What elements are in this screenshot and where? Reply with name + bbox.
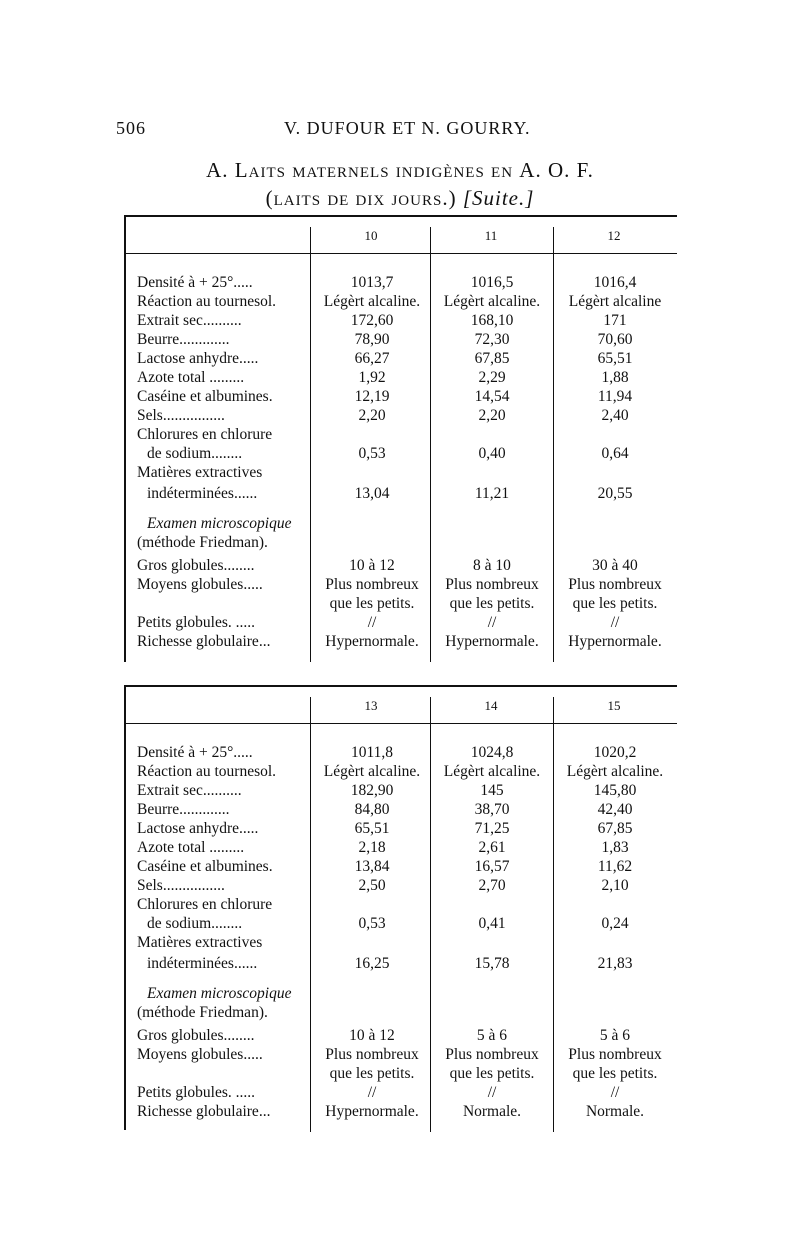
cell: 38,70 <box>474 801 510 818</box>
column-header: 14 <box>484 698 498 713</box>
running-head <box>116 118 676 144</box>
cell: Hypernormale. <box>568 633 662 650</box>
cell: 71,25 <box>474 820 510 837</box>
cell: 145,80 <box>593 782 637 799</box>
cell: 72,30 <box>474 331 510 348</box>
column-header: 11 <box>484 228 498 243</box>
row-label: Petits globules. ..... <box>137 1084 255 1101</box>
table-row <box>137 311 677 330</box>
cell: // <box>487 1084 497 1101</box>
cell: 2,29 <box>478 369 506 386</box>
cell: 171 <box>603 312 627 329</box>
cell: 1024,8 <box>470 744 514 761</box>
table-row <box>137 406 677 425</box>
cell: 42,40 <box>597 801 633 818</box>
cell: 1011,8 <box>350 744 394 761</box>
cell: 11,62 <box>597 858 633 875</box>
row-label: (méthode Friedman). <box>137 534 268 551</box>
cell: 2,40 <box>601 407 629 424</box>
row-label: Richesse globulaire... <box>137 633 271 650</box>
cell: 78,90 <box>354 331 390 348</box>
cell: Légèrt alcaline. <box>323 293 421 310</box>
row-label: indéterminées...... <box>147 485 258 502</box>
cell: 20,55 <box>597 485 633 502</box>
cell: 8 à 10 <box>473 557 511 574</box>
table-row <box>137 444 677 463</box>
authors: V. DUFOUR ET N. GOURRY. <box>284 118 531 138</box>
cell: que les petits. <box>449 595 535 612</box>
table-row <box>137 556 677 575</box>
row-label: Caséine et albumines. <box>137 388 273 405</box>
cell: Légèrt alcaline. <box>443 293 541 310</box>
cell: 13,84 <box>354 858 390 875</box>
cell: // <box>487 614 497 631</box>
cell: que les petits. <box>572 1065 658 1082</box>
cell: 1016,4 <box>593 274 637 291</box>
cell: Légèrt alcaline. <box>443 763 541 780</box>
cell: 15,78 <box>474 955 510 972</box>
cell: // <box>367 1084 377 1101</box>
title-part: aits maternels indigènes en <box>248 158 520 182</box>
cell: Normale. <box>585 1103 645 1120</box>
column-header: 15 <box>607 698 621 713</box>
cell: 2,20 <box>478 407 506 424</box>
table-b <box>124 685 677 1130</box>
cell: Plus nombreux <box>325 576 419 593</box>
table-row <box>137 819 677 838</box>
cell: 168,10 <box>470 312 514 329</box>
cell: Légèrt alcaline <box>568 293 662 310</box>
cell: 11,94 <box>597 388 633 405</box>
column-header: 10 <box>364 228 378 243</box>
table-rule <box>124 685 677 687</box>
cell: que les petits. <box>329 595 415 612</box>
subtitle-part: (laits de dix jours.) <box>265 186 463 210</box>
table-row <box>137 349 677 368</box>
row-label: Petits globules. ..... <box>137 614 255 631</box>
cell: // <box>610 1084 620 1101</box>
table-rule <box>124 253 677 254</box>
row-label: Chlorures en chlorure <box>137 426 273 443</box>
row-label: Moyens globules..... <box>137 576 263 593</box>
cell: 172,60 <box>350 312 394 329</box>
cell: 5 à 6 <box>476 1027 508 1044</box>
cell: Hypernormale. <box>325 633 419 650</box>
table-title <box>0 158 800 183</box>
table-a <box>124 215 677 662</box>
cell: 16,57 <box>474 858 510 875</box>
row-label: Gros globules........ <box>137 557 255 574</box>
table-row <box>137 575 677 594</box>
table-rule <box>124 215 126 662</box>
table-row <box>137 463 677 482</box>
table-row <box>137 387 677 406</box>
table-row <box>137 876 677 895</box>
row-label: de sodium........ <box>147 915 243 932</box>
row-label: Richesse globulaire... <box>137 1103 271 1120</box>
table-row <box>137 1045 677 1064</box>
subtitle-suite: [Suite.] <box>462 186 535 210</box>
row-label: Densité à + 25°..... <box>137 744 253 761</box>
row-label: Matières extractives <box>137 464 263 481</box>
cell: 16,25 <box>354 955 390 972</box>
cell: que les petits. <box>329 1065 415 1082</box>
cell: 1016,5 <box>470 274 514 291</box>
cell: 2,10 <box>601 877 629 894</box>
row-label: Examen microscopique <box>147 985 292 1002</box>
table-row <box>137 895 677 914</box>
cell: 84,80 <box>354 801 390 818</box>
table-row <box>137 514 677 533</box>
table-row <box>137 743 677 762</box>
cell: 13,04 <box>354 485 390 502</box>
cell: 1,92 <box>358 369 386 386</box>
cell: Plus nombreux <box>568 1046 662 1063</box>
table-body <box>137 743 677 1121</box>
cell: 70,60 <box>597 331 633 348</box>
row-label: Azote total ......... <box>137 369 245 386</box>
cell: Plus nombreux <box>568 576 662 593</box>
cell: 2,18 <box>358 839 386 856</box>
cell: 30 à 40 <box>592 557 638 574</box>
table-row <box>137 292 677 311</box>
cell: // <box>367 614 377 631</box>
cell: 0,64 <box>601 445 629 462</box>
table-row <box>137 594 677 613</box>
row-label: Réaction au tournesol. <box>137 763 277 780</box>
cell: 1013,7 <box>350 274 394 291</box>
table-row <box>137 1102 677 1121</box>
table-row <box>137 952 677 976</box>
table-row <box>137 1083 677 1102</box>
row-label: Gros globules........ <box>137 1027 255 1044</box>
table-row <box>137 368 677 387</box>
table-row <box>137 533 677 552</box>
table-rule <box>124 215 677 217</box>
table-row <box>137 425 677 444</box>
cell: 0,53 <box>358 915 386 932</box>
table-row <box>137 781 677 800</box>
table-row <box>137 273 677 292</box>
cell: 65,51 <box>597 350 633 367</box>
table-row <box>137 857 677 876</box>
table-row <box>137 984 677 1003</box>
cell: 10 à 12 <box>349 557 395 574</box>
cell: 2,20 <box>358 407 386 424</box>
cell: Légèrt alcaline. <box>323 763 421 780</box>
row-label: Beurre............. <box>137 331 230 348</box>
cell: 21,83 <box>597 955 633 972</box>
table-row <box>137 762 677 781</box>
cell: 67,85 <box>474 350 510 367</box>
column-header: 12 <box>607 228 621 243</box>
cell: Légèrt alcaline. <box>566 763 664 780</box>
cell: 11,21 <box>474 485 510 502</box>
cell: Hypernormale. <box>325 1103 419 1120</box>
table-row <box>137 933 677 952</box>
row-label: Beurre............. <box>137 801 230 818</box>
row-label: Matières extractives <box>137 934 263 951</box>
table-row <box>137 613 677 632</box>
cell: Normale. <box>462 1103 522 1120</box>
title-part: A. L <box>206 158 249 182</box>
cell: 65,51 <box>354 820 390 837</box>
row-label: Densité à + 25°..... <box>137 274 253 291</box>
row-label: Chlorures en chlorure <box>137 896 273 913</box>
cell: 0,24 <box>601 915 629 932</box>
cell: 66,27 <box>354 350 390 367</box>
row-label: de sodium........ <box>147 445 243 462</box>
cell: 182,90 <box>350 782 394 799</box>
row-label: Caséine et albumines. <box>137 858 273 875</box>
row-label: Examen microscopique <box>147 515 292 532</box>
table-row <box>137 914 677 933</box>
cell: 5 à 6 <box>599 1027 631 1044</box>
cell: Plus nombreux <box>445 576 539 593</box>
cell: 2,50 <box>358 877 386 894</box>
row-label: Lactose anhydre..... <box>137 820 259 837</box>
cell: 0,41 <box>478 915 506 932</box>
page-number: 506 <box>116 118 146 138</box>
cell: 2,70 <box>478 877 506 894</box>
row-label: Extrait sec.......... <box>137 782 242 799</box>
row-label: indéterminées...... <box>147 955 258 972</box>
cell: Plus nombreux <box>445 1046 539 1063</box>
table-row <box>137 330 677 349</box>
table-row <box>137 838 677 857</box>
row-label: Moyens globules..... <box>137 1046 263 1063</box>
cell: // <box>610 614 620 631</box>
cell: 1020,2 <box>593 744 637 761</box>
table-body <box>137 273 677 651</box>
cell: 67,85 <box>597 820 633 837</box>
cell: 0,53 <box>358 445 386 462</box>
cell: 0,40 <box>478 445 506 462</box>
row-label: Sels................ <box>137 877 225 894</box>
table-row <box>137 1064 677 1083</box>
row-label: Lactose anhydre..... <box>137 350 259 367</box>
row-label: (méthode Friedman). <box>137 1004 268 1021</box>
cell: 14,54 <box>474 388 510 405</box>
table-row <box>137 800 677 819</box>
column-header: 13 <box>364 698 378 713</box>
cell: Plus nombreux <box>325 1046 419 1063</box>
cell: 12,19 <box>354 388 390 405</box>
cell: 1,88 <box>601 369 629 386</box>
table-rule <box>124 685 126 1130</box>
cell: 145 <box>480 782 504 799</box>
title-part: A. O. F. <box>519 158 594 182</box>
cell: 1,83 <box>601 839 629 856</box>
cell: Hypernormale. <box>445 633 539 650</box>
cell: que les petits. <box>572 595 658 612</box>
table-row <box>137 1026 677 1045</box>
row-label: Sels................ <box>137 407 225 424</box>
table-row <box>137 632 677 651</box>
cell: que les petits. <box>449 1065 535 1082</box>
table-row <box>137 482 677 506</box>
cell: 2,61 <box>478 839 506 856</box>
table-row <box>137 1003 677 1022</box>
row-label: Azote total ......... <box>137 839 245 856</box>
row-label: Réaction au tournesol. <box>137 293 277 310</box>
table-subtitle <box>0 186 800 211</box>
row-label: Extrait sec.......... <box>137 312 242 329</box>
cell: 10 à 12 <box>349 1027 395 1044</box>
table-rule <box>124 723 677 724</box>
